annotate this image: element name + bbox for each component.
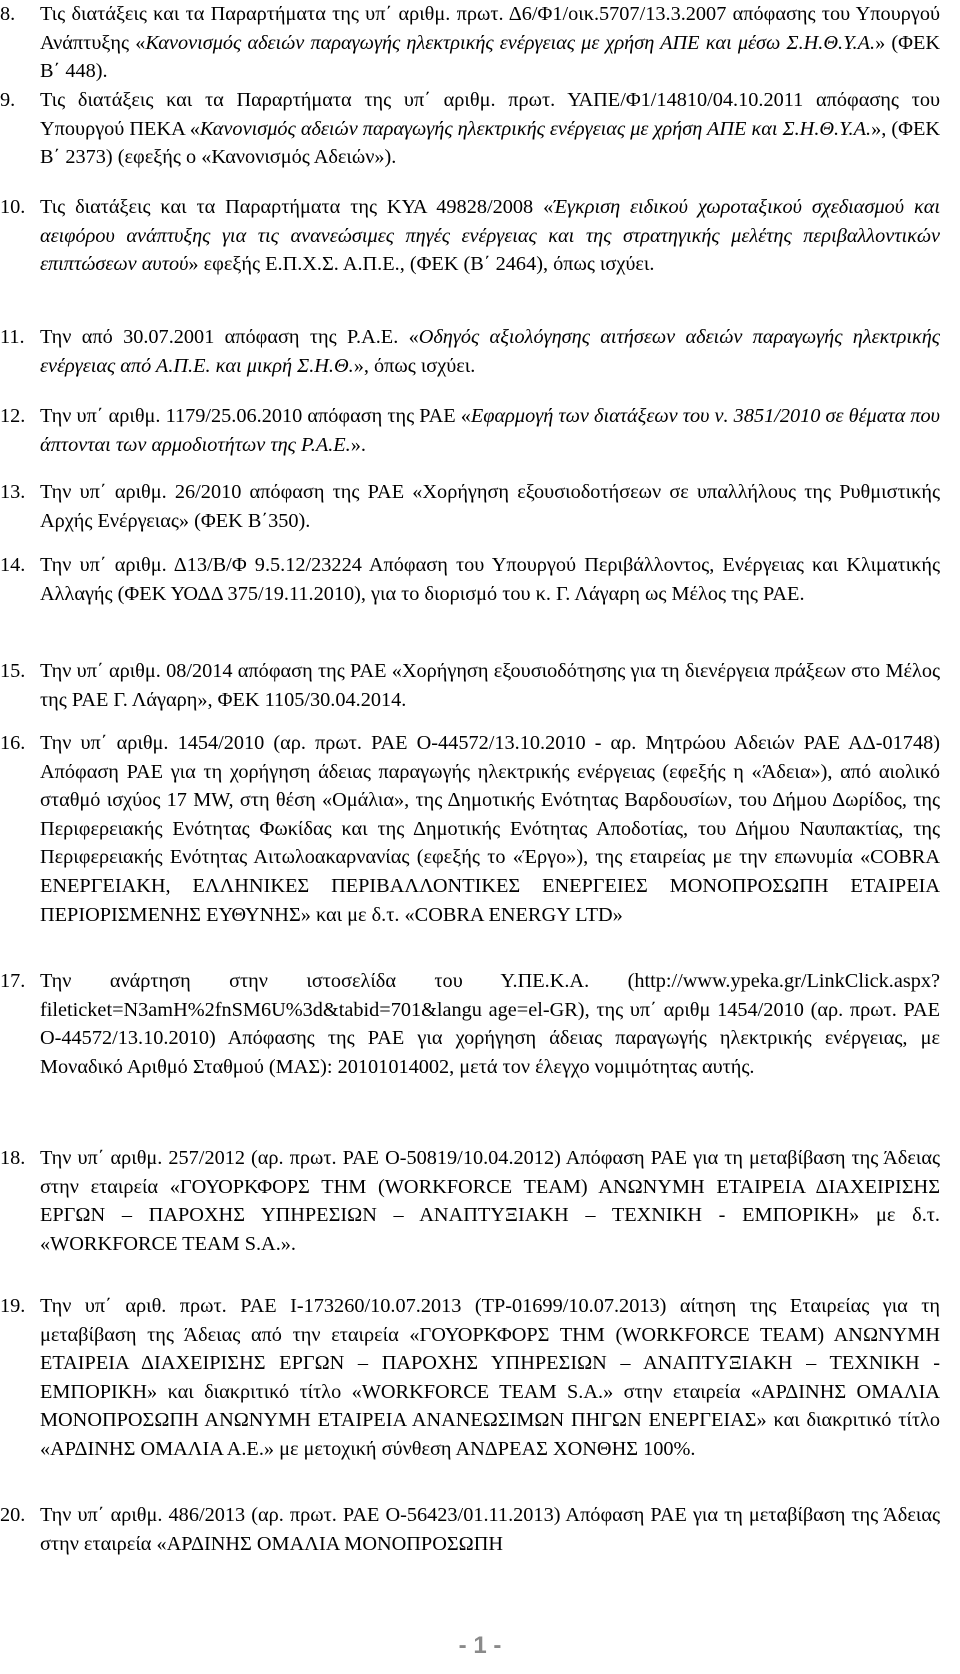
text-run: » εφεξής Ε.Π.Χ.Σ. Α.Π.Ε., (ΦΕΚ (Β΄ 2464), όπως ισχύει. (188, 253, 655, 276)
list-item (0, 729, 960, 929)
item-text (40, 478, 940, 535)
list-item (0, 478, 960, 535)
list-item (0, 657, 960, 714)
list-item (0, 193, 960, 279)
list-item (0, 1501, 960, 1558)
text-run: Τις διατάξεις και τα Παραρτήματα της υπ΄ αριθμ. πρωτ. Δ6/Φ1/οικ.5707/13.3.2007 απόφασης του Υπουργού Ανάπτυξης « (40, 3, 940, 54)
text-run: Την υπ΄ αριθμ. 257/2012 (αρ. πρωτ. ΡΑΕ Ο-50819/10.04.2012) Απόφαση ΡΑΕ για τη μεταβίβαση της Άδειας στην εταιρεία «ΓΟΥΟΡΚΦΟΡΣ ΤΗΜ (WORKFORCE TEAM) ΑΝΩΝΥΜΗ ΕΤΑΙΡΕΙΑ ΔΙΑΧΕΙΡΙΣΗΣ ΕΡΓΩΝ – ΠΑΡΟΧΗΣ ΥΠΗΡΕΣΙΩΝ – ΑΝΑΠΤΥΞΙΑΚΗ – ΤΕΧΝΙΚΗ - ΕΜΠΟΡΙΚΗ» με δ.τ. «WORKFORCE TEAM S.A.». (40, 1147, 940, 1255)
item-number: 17. (0, 970, 26, 992)
list-item (0, 1292, 960, 1464)
item-number: 15. (0, 660, 26, 682)
list-item (0, 1144, 960, 1258)
page-number: - 1 - (458, 1632, 502, 1659)
item-text (40, 1292, 940, 1464)
item-number: 20. (0, 1504, 26, 1526)
italic-title-text: Οδηγός αξιολόγησης αιτήσεων αδειών παραγωγής ηλεκτρικής ενέργειας από Α.Π.Ε. και μικρή Σ.Η.Θ. (40, 326, 940, 377)
text-run: Την υπ΄ αριθμ. 08/2014 απόφαση της ΡΑΕ «Χορήγηση εξουσιοδότησης για τη διενέργεια πράξεων στο Μέλος της ΡΑΕ Γ. Λάγαρη», ΦΕΚ 1105/30.04.2014. (40, 660, 940, 711)
item-text (40, 402, 940, 459)
text-run: Τις διατάξεις και τα Παραρτήματα της ΚΥΑ 49828/2008 « (40, 196, 554, 218)
item-text (40, 967, 940, 1081)
text-run: », (ΦΕΚ Β΄ 2373) (εφεξής ο «Κανονισμός Αδειών»). (40, 117, 940, 169)
item-number: 13. (0, 481, 26, 503)
italic-title-text: Έγκριση ειδικού χωροταξικού σχεδιασμού και αειφόρου ανάπτυξης για τις ανανεώσιμες πηγές ενέργειας και της στρατηγικής μελέτης περιβαλλοντικών επιπτώσεων αυτού (40, 196, 940, 276)
item-number: 11. (0, 326, 25, 348)
text-run: ». (350, 433, 366, 456)
text-run: Την υπ΄ αριθμ. 1179/25.06.2010 απόφαση της ΡΑΕ « (40, 405, 471, 427)
list-item (0, 86, 960, 172)
item-text (40, 551, 940, 608)
list-item (0, 551, 960, 608)
item-text (40, 323, 940, 380)
list-item (0, 967, 960, 1081)
item-number: 8. (0, 3, 16, 25)
item-text (40, 657, 940, 714)
item-number: 19. (0, 1295, 26, 1317)
italic-title-text: Εφαρμογή των διατάξεων του ν. 3851/2010 σε θέματα που άπτονται των αρμοδιοτήτων της Ρ.Α.Ε. (40, 405, 940, 456)
text-run: Την υπ΄ αριθ. πρωτ. ΡΑΕ Ι-173260/10.07.2013 (ΤΡ-01699/10.07.2013) αίτηση της Εταιρείας για τη μεταβίβαση της Άδειας από την εταιρεία «ΓΟΥΟΡΚΦΟΡΣ ΤΗΜ (WORKFORCE TEAM) ΑΝΩΝΥΜΗ ΕΤΑΙΡΕΙΑ ΔΙΑΧΕΙΡΙΣΗΣ ΕΡΓΩΝ – ΠΑΡΟΧΗΣ ΥΠΗΡΕΣΙΩΝ – ΑΝΑΠΤΥΞΙΑΚΗ – ΤΕΧΝΙΚΗ - ΕΜΠΟΡΙΚΗ» και διακριτικό τίτλο «WORKFORCE TEAM S.A.» στην εταιρεία «ΑΡΔΙΝΗΣ ΟΜΑΛΙΑ ΜΟΝΟΠΡΟΣΩΠΗ ΑΝΩΝΥΜΗ ΕΤΑΙΡΕΙΑ ΑΝΑΝΕΩΣΙΜΩΝ ΠΗΓΩΝ ΕΝΕΡΓΕΙΑΣ» και διακριτικό τίτλο «ΑΡΔΙΝΗΣ ΟΜΑΛΙΑ Α.Ε.» με μετοχική σύνθεση ΑΝΔΡΕΑΣ ΧΟΝΘΗΣ 100%. (40, 1295, 940, 1460)
item-text (40, 86, 940, 172)
italic-title-text: Κανονισμός αδειών παραγωγής ηλεκτρικής ενέργειας με χρήση ΑΠΕ και μέσω Σ.Η.Θ.Υ.Α. (145, 31, 876, 54)
item-text (40, 729, 940, 929)
list-item (0, 0, 960, 86)
text-run: Την υπ΄ αριθμ. 26/2010 απόφαση της ΡΑΕ «Χορήγηση εξουσιοδοτήσεων σε υπαλλήλους της Ρυθμιστικής Αρχής Ενέργειας» (ΦΕΚ Β΄350). (40, 481, 940, 532)
item-number: 14. (0, 554, 26, 576)
text-run: Την υπ΄ αριθμ. Δ13/Β/Φ 9.5.12/23224 Απόφαση του Υπουργού Περιβάλλοντος, Ενέργειας και Κλιματικής Αλλαγής (ΦΕΚ ΥΟΔΔ 375/19.11.2010), για το διορισμό του κ. Γ. Λάγαρη ως Μέλος της ΡΑΕ. (40, 554, 940, 605)
item-number: 16. (0, 732, 26, 754)
text-run: Την από 30.07.2001 απόφαση της Ρ.Α.Ε. « (40, 326, 419, 348)
list-item (0, 402, 960, 459)
item-number: 12. (0, 405, 26, 427)
item-number: 18. (0, 1147, 26, 1169)
text-run: Την υπ΄ αριθμ. 486/2013 (αρ. πρωτ. ΡΑΕ Ο-56423/01.11.2013) Απόφαση ΡΑΕ για τη μεταβίβαση της Άδειας στην εταιρεία «ΑΡΔΙΝΗΣ ΟΜΑΛΙΑ ΜΟΝΟΠΡΟΣΩΠΗ (40, 1504, 940, 1555)
item-text (40, 1501, 940, 1558)
text-run: Την υπ΄ αριθμ. 1454/2010 (αρ. πρωτ. ΡΑΕ Ο-44572/13.10.2010 - αρ. Μητρώου Αδειών ΡΑΕ ΑΔ-01748) Απόφαση ΡΑΕ για τη χορήγηση άδειας παραγωγής ηλεκτρικής ενέργειας (εφεξής η «Άδεια»), από αιολικό σταθμό ισχύος 17 MW, στη θέση «Ομάλια», της Δημοτικής Ενότητας Βαρδουσίων, του Δήμου Δωρίδος, της Περιφερειακής Ενότητας Φωκίδας και της Δημοτικής Ενότητας Αποδοτίας, του Δήμου Ναυπακτίας, της Περιφερειακής Ενότητας Αιτωλοακαρνανίας (εφεξής το «Έργο»), της εταιρείας με την επωνυμία «COBRA ΕΝΕΡΓΕΙΑΚΗ, ΕΛΛΗΝΙΚΕΣ ΠΕΡΙΒΑΛΛΟΝΤΙΚΕΣ ΕΝΕΡΓΕΙΕΣ ΜΟΝΟΠΡΟΣΩΠΗ ΕΤΑΙΡΕΙΑ ΠΕΡΙΟΡΙΣΜΕΝΗΣ ΕΥΘΥΝΗΣ» και με δ.τ. «COBRA ENERGY LTD» (40, 732, 940, 926)
item-number: 9. (0, 89, 16, 111)
text-run: », όπως ισχύει. (353, 354, 476, 377)
list-item (0, 323, 960, 380)
item-text (40, 1144, 940, 1258)
text-run: Την ανάρτηση στην ιστοσελίδα του Υ.ΠΕ.Κ.Α. (http://www.ypeka.gr/LinkClick.aspx?fileticket=N3amH%2fnSM6U%3d&tabid=701&langu age=el-GR), της υπ΄ αριθμ 1454/2010 (αρ. πρωτ. ΡΑΕ Ο-44572/13.10.2010) Απόφασης της ΡΑΕ για χορήγηση άδειας παραγωγής ηλεκτρικής ενέργειας, με Μοναδικό Αριθμό Σταθμού (ΜΑΣ): 20101014002, μετά τον έλεγχο νομιμότητας αυτής. (40, 970, 940, 1078)
text-run: Τις διατάξεις και τα Παραρτήματα της υπ΄ αριθμ. πρωτ. ΥΑΠΕ/Φ1/14810/04.10.2011 απόφασης του Υπουργού ΠΕΚΑ « (40, 89, 940, 140)
italic-title-text: Κανονισμός αδειών παραγωγής ηλεκτρικής ενέργειας με χρήση ΑΠΕ και Σ.Η.Θ.Υ.Α. (199, 117, 872, 140)
text-run: » (ΦΕΚ Β΄ 448). (40, 31, 940, 83)
item-text (40, 193, 940, 279)
item-number: 10. (0, 196, 26, 218)
item-text (40, 0, 940, 86)
